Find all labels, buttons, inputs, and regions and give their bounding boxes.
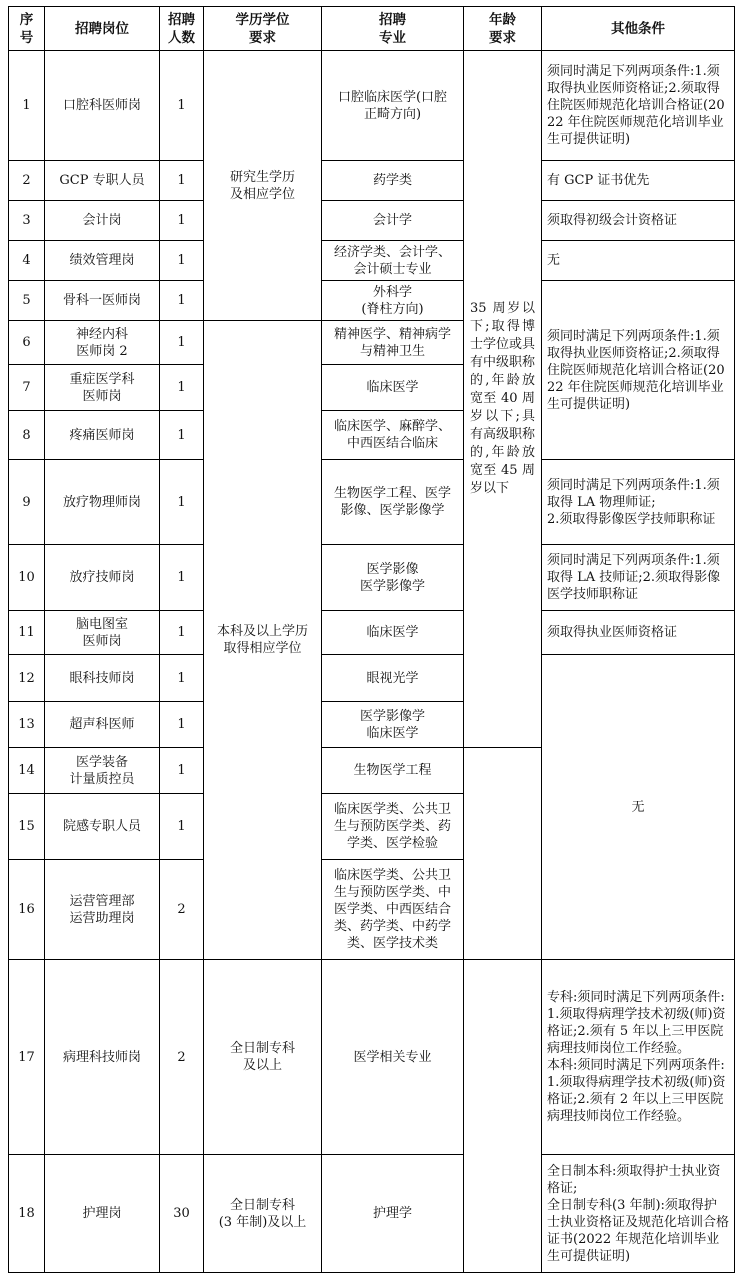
cell-other: 无 xyxy=(542,241,735,281)
table-row xyxy=(9,545,735,611)
cell-seq: 18 xyxy=(9,1155,45,1273)
header-major: 招聘 专业 xyxy=(322,7,464,51)
cell-other: 须同时满足下列两项条件:1.须取得 LA 物理师证; 2.须取得影像医学技师职称证 xyxy=(542,460,735,545)
header-seq: 序 号 xyxy=(9,7,45,51)
cell-count: 1 xyxy=(160,201,204,241)
cell-count: 1 xyxy=(160,794,204,860)
cell-seq: 4 xyxy=(9,241,45,281)
table-row xyxy=(9,960,735,1155)
cell-post: 骨科一医师岗 xyxy=(45,281,160,321)
cell-post: GCP 专职人员 xyxy=(45,161,160,201)
cell-major: 临床医学类、公共卫 生与预防医学类、中 医学类、中西医结合 类、药学类、中药学 类、医学技术类 xyxy=(322,860,464,960)
cell-count: 1 xyxy=(160,611,204,655)
cell-major: 临床医学 xyxy=(322,365,464,411)
table-row xyxy=(9,281,735,321)
cell-post: 放疗技师岗 xyxy=(45,545,160,611)
cell-seq: 2 xyxy=(9,161,45,201)
cell-post: 医学装备 计量质控员 xyxy=(45,748,160,794)
cell-post: 会计岗 xyxy=(45,201,160,241)
cell-seq: 17 xyxy=(9,960,45,1155)
cell-count: 1 xyxy=(160,321,204,365)
cell-major: 精神医学、精神病学 与精神卫生 xyxy=(322,321,464,365)
cell-post: 病理科技师岗 xyxy=(45,960,160,1155)
cell-post: 眼科技师岗 xyxy=(45,655,160,702)
cell-other: 须同时满足下列两项条件:1.须取得 LA 技师证;2.须取得影像医学技师职称证 xyxy=(542,545,735,611)
cell-edu: 全日制专科 及以上 xyxy=(204,960,322,1155)
cell-post: 放疗物理师岗 xyxy=(45,460,160,545)
cell-major: 外科学 (脊柱方向) xyxy=(322,281,464,321)
cell-post: 院感专职人员 xyxy=(45,794,160,860)
recruitment-table xyxy=(8,6,735,1273)
cell-seq: 11 xyxy=(9,611,45,655)
cell-age: 35 周岁以下;取得博士学位或具有中级职称的,年龄放宽至 40 周岁以下;具有高级职称的,年龄放宽至 45 周岁以下 xyxy=(464,51,542,748)
cell-age-blank xyxy=(464,748,542,960)
cell-count: 1 xyxy=(160,655,204,702)
cell-count: 2 xyxy=(160,960,204,1155)
table-row xyxy=(9,51,735,161)
cell-seq: 1 xyxy=(9,51,45,161)
cell-post: 绩效管理岗 xyxy=(45,241,160,281)
table-row xyxy=(9,1155,735,1273)
header-other: 其他条件 xyxy=(542,7,735,51)
cell-other: 须同时满足下列两项条件:1.须取得执业医师资格证;2.须取得住院医师规范化培训合格证(2022 年住院医师规范化培训毕业生可提供证明) xyxy=(542,281,735,460)
cell-count: 1 xyxy=(160,460,204,545)
cell-seq: 5 xyxy=(9,281,45,321)
cell-count: 30 xyxy=(160,1155,204,1273)
cell-post: 脑电图室 医师岗 xyxy=(45,611,160,655)
cell-major: 会计学 xyxy=(322,201,464,241)
cell-major: 医学相关专业 xyxy=(322,960,464,1155)
cell-edu: 全日制专科 (3 年制)及以上 xyxy=(204,1155,322,1273)
cell-post: 疼痛医师岗 xyxy=(45,411,160,460)
cell-count: 1 xyxy=(160,241,204,281)
cell-major: 护理学 xyxy=(322,1155,464,1273)
cell-other: 无 xyxy=(542,655,735,960)
cell-major: 医学影像 医学影像学 xyxy=(322,545,464,611)
table-row xyxy=(9,161,735,201)
cell-major: 临床医学 xyxy=(322,611,464,655)
cell-major: 眼视光学 xyxy=(322,655,464,702)
header-post: 招聘岗位 xyxy=(45,7,160,51)
cell-count: 1 xyxy=(160,748,204,794)
cell-major: 医学影像学 临床医学 xyxy=(322,702,464,748)
cell-other: 须取得执业医师资格证 xyxy=(542,611,735,655)
cell-seq: 15 xyxy=(9,794,45,860)
cell-count: 1 xyxy=(160,51,204,161)
cell-post: 神经内科 医师岗 2 xyxy=(45,321,160,365)
header-count: 招聘 人数 xyxy=(160,7,204,51)
table-row xyxy=(9,460,735,545)
table-row xyxy=(9,611,735,655)
cell-count: 1 xyxy=(160,545,204,611)
cell-seq: 3 xyxy=(9,201,45,241)
cell-major: 临床医学、麻醉学、 中西医结合临床 xyxy=(322,411,464,460)
header-age: 年龄 要求 xyxy=(464,7,542,51)
cell-age-blank xyxy=(464,960,542,1273)
cell-post: 运营管理部 运营助理岗 xyxy=(45,860,160,960)
cell-seq: 12 xyxy=(9,655,45,702)
cell-major: 临床医学类、公共卫 生与预防医学类、药 学类、医学检验 xyxy=(322,794,464,860)
cell-seq: 9 xyxy=(9,460,45,545)
cell-post: 口腔科医师岗 xyxy=(45,51,160,161)
cell-seq: 8 xyxy=(9,411,45,460)
cell-count: 2 xyxy=(160,860,204,960)
cell-other: 有 GCP 证书优先 xyxy=(542,161,735,201)
cell-count: 1 xyxy=(160,702,204,748)
cell-seq: 14 xyxy=(9,748,45,794)
table-row xyxy=(9,201,735,241)
cell-count: 1 xyxy=(160,411,204,460)
cell-other: 全日制本科:须取得护士执业资格证; 全日制专科(3 年制):须取得护士执业资格证及规范化培训合格证书(2022 年规范化培训毕业生可提供证明) xyxy=(542,1155,735,1273)
header-edu: 学历学位 要求 xyxy=(204,7,322,51)
cell-count: 1 xyxy=(160,161,204,201)
cell-seq: 7 xyxy=(9,365,45,411)
cell-seq: 6 xyxy=(9,321,45,365)
cell-other: 须同时满足下列两项条件:1.须取得执业医师资格证;2.须取得住院医师规范化培训合格证(2022 年住院医师规范化培训毕业生可提供证明) xyxy=(542,51,735,161)
cell-other: 须取得初级会计资格证 xyxy=(542,201,735,241)
cell-major: 经济学类、会计学、 会计硕士专业 xyxy=(322,241,464,281)
cell-seq: 10 xyxy=(9,545,45,611)
cell-seq: 16 xyxy=(9,860,45,960)
cell-edu-bachelor: 本科及以上学历 取得相应学位 xyxy=(204,321,322,960)
cell-major: 生物医学工程、医学 影像、医学影像学 xyxy=(322,460,464,545)
table-row xyxy=(9,655,735,702)
cell-post: 重症医学科 医师岗 xyxy=(45,365,160,411)
cell-count: 1 xyxy=(160,281,204,321)
cell-post: 超声科医师 xyxy=(45,702,160,748)
cell-seq: 13 xyxy=(9,702,45,748)
header-row xyxy=(9,7,735,51)
cell-major: 药学类 xyxy=(322,161,464,201)
cell-edu-graduate: 研究生学历 及相应学位 xyxy=(204,51,322,321)
cell-major: 生物医学工程 xyxy=(322,748,464,794)
cell-count: 1 xyxy=(160,365,204,411)
cell-post: 护理岗 xyxy=(45,1155,160,1273)
cell-other: 专科:须同时满足下列两项条件:1.须取得病理学技术初级(师)资格证;2.须有 5 年以上三甲医院病理技师岗位工作经验。 本科:须同时满足下列两项条件:1.须取得病理学技术初级(师)资格证;2.须有 2 年以上三甲医院病理技师岗位工作经验。 xyxy=(542,960,735,1155)
cell-major: 口腔临床医学(口腔 正畸方向) xyxy=(322,51,464,161)
table-row xyxy=(9,241,735,281)
